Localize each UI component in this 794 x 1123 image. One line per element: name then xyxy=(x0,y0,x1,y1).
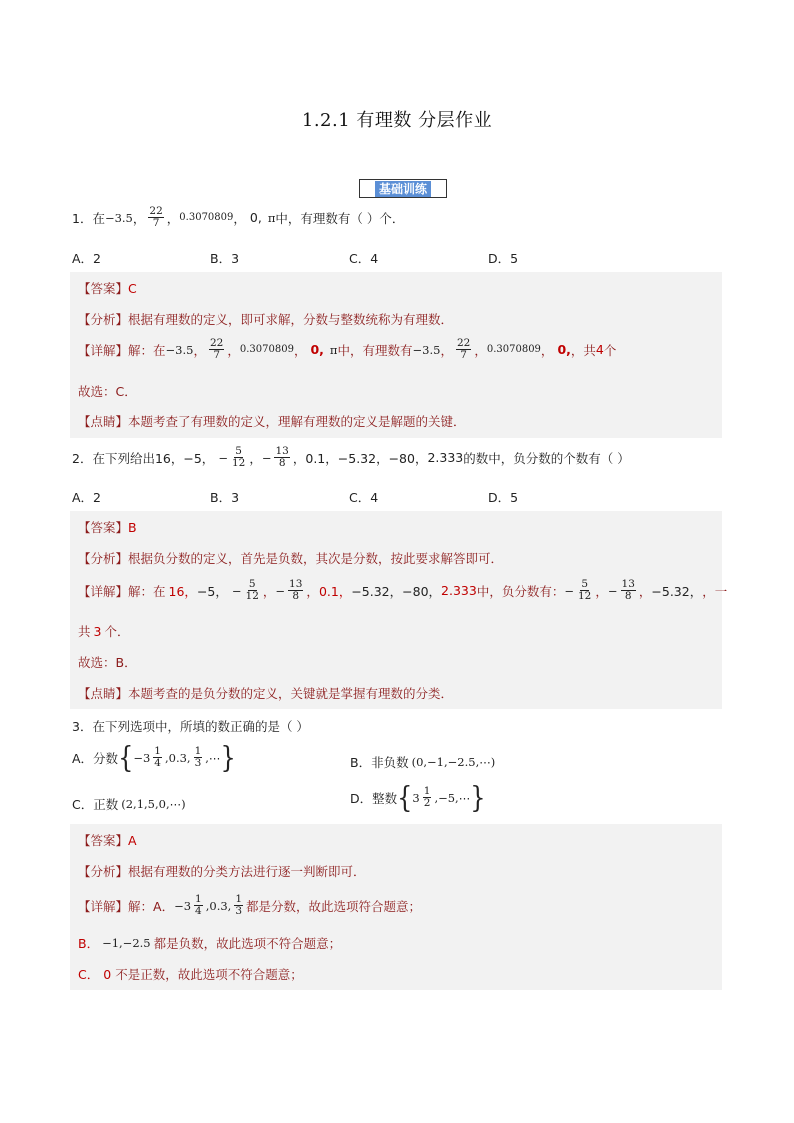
q3-detail-line-b xyxy=(78,934,341,952)
fraction-denominator: 8 xyxy=(624,590,632,602)
q2-answer-line xyxy=(78,518,137,536)
q3-option-b xyxy=(350,753,495,771)
fraction-denominator: 12 xyxy=(577,590,592,602)
q2-detail-text: 个． xyxy=(104,624,130,639)
q2-detail-fraction xyxy=(621,579,636,602)
fraction-numerator: 5 xyxy=(235,445,242,457)
q3-line-b-text: 都是负数，故此选项不符合题意； xyxy=(153,936,342,951)
q2-detail-text: 解：在 xyxy=(128,583,166,599)
fraction-denominator: 8 xyxy=(292,590,300,602)
q1-comment: 本题考查了有理数的定义，理解有理数的定义是解题的关键． xyxy=(128,414,466,429)
detail-label: 【详解】 xyxy=(78,583,129,599)
q3-line-b-values: −1,−2.5 xyxy=(102,936,151,950)
q2-solution-block xyxy=(70,511,728,709)
q1-detail-line: 【详解】 解：在 −3.5 ， $\frac{22}{7}$ ， 0.3070809 ， 0, π 中，有理数有 −3.5 ， $\frac{22}{7}$ ， 0.3070809 ， 0, ，共 4 个 xyxy=(78,337,617,361)
q1-detail-fraction xyxy=(209,338,224,361)
q1-option-b: B．3 xyxy=(210,251,240,266)
page-title: 1.2.1 有理数 分层作业 xyxy=(301,110,493,131)
fraction-numerator: 13 xyxy=(275,445,289,457)
q1-detail-value: π xyxy=(329,342,338,357)
q3-detail-text: 都是分数，故此选项符合题意； xyxy=(246,898,422,914)
q1-detail-value: 0, xyxy=(310,342,324,357)
q3-line-c-value: 0 xyxy=(103,966,112,982)
q1-analysis: 根据有理数的定义，即可求解，分数与整数统称为有理数． xyxy=(128,312,454,327)
q3-option-b-label: B．非负数 xyxy=(350,755,409,770)
q1-comment-line xyxy=(78,412,466,430)
q2-detail-value: −80， xyxy=(402,583,442,599)
answer-label: 【答案】 xyxy=(78,833,129,848)
fraction-numerator: 13 xyxy=(289,578,303,590)
q1-value: −3.5 xyxy=(104,210,133,225)
q2-value: −5.32， xyxy=(337,450,389,466)
answer-label: 【答案】 xyxy=(78,520,129,535)
q1-fraction-denominator: 7 xyxy=(152,217,160,229)
q2-fraction xyxy=(231,446,246,469)
comment-label: 【点睛】 xyxy=(78,686,129,701)
section-label: 基础训练 xyxy=(375,181,431,197)
q3-option-a-label: A．分数 xyxy=(72,750,119,766)
q3-analysis: 根据有理数的分类方法进行逐一判断即可． xyxy=(128,864,366,879)
q1-choose: 故选：C． xyxy=(78,384,137,399)
q2-detail-fraction xyxy=(288,579,303,602)
analysis-label: 【分析】 xyxy=(78,551,129,566)
q2-choose-line xyxy=(78,653,137,671)
q1-solution-block xyxy=(70,272,722,438)
q1-detail-text: 个 xyxy=(603,342,617,358)
fraction-numerator: 13 xyxy=(621,578,635,590)
q3-option-a-fraction: $\frac{1}{4}$ xyxy=(154,745,161,769)
q2-stem-suffix: 的数中，负分数的个数有（ ） xyxy=(463,450,630,466)
q2-detail-value: −5.32， xyxy=(651,583,703,599)
q2-choose: 故选：B． xyxy=(78,655,137,670)
fraction-numerator: 22 xyxy=(209,337,224,349)
analysis-label: 【分析】 xyxy=(78,312,129,327)
q1-stem-suffix: 中，有理数有（ ）个． xyxy=(275,210,405,226)
q2-detail-fraction xyxy=(577,579,592,602)
q1-value: 0.3070809 xyxy=(179,212,234,223)
q2-answer: B xyxy=(128,519,137,535)
q1-detail-text: 解：在 xyxy=(128,342,166,358)
q1-answer: C xyxy=(128,280,137,296)
q2-detail-value: 16， xyxy=(168,583,197,599)
q1-detail-text: 中，有理数有 xyxy=(337,342,413,358)
q1-detail-value: 0.3070809 xyxy=(486,344,541,355)
detail-label: 【详解】 xyxy=(78,898,129,914)
fraction-denominator: 12 xyxy=(245,590,259,602)
answer-label: 【答案】 xyxy=(78,281,129,296)
q2-comment-line xyxy=(78,684,453,702)
q3-line-c-text: 不是正数，故此选项不符合题意； xyxy=(115,967,303,982)
q2-detail-text: 共 xyxy=(78,624,91,639)
q2-detail-line-2 xyxy=(78,622,129,640)
q3-option-a: A．分数 { −3 $\frac{1}{4}$ , 0.3, $\frac{1}{3}$ ,⋯ } xyxy=(72,740,236,775)
question-2-stem: 2．在下列给出 16， −5， − $\frac{5}{12}$ ， − $\frac{13}{8}$ ， 0.1， −5.32， −80， 2.333 的数中，负分数的个数有（ ） xyxy=(72,445,630,469)
q1-detail-value: 0, xyxy=(557,342,571,357)
fraction-denominator: 7 xyxy=(460,349,467,361)
q1-stem-prefix: 1．在 xyxy=(72,210,105,226)
q3-option-c-set: (2,1,5,0,⋯) xyxy=(121,797,186,811)
q3-option-c-label: C．正数 xyxy=(72,797,119,812)
q2-detail-count: 3 xyxy=(93,623,102,639)
q2-detail-value: 2.333 xyxy=(441,583,477,598)
q3-line-c-label: C． xyxy=(78,967,100,982)
q1-detail-value: −3.5 xyxy=(412,342,441,357)
q2-detail-value: 0.1， xyxy=(318,583,352,599)
q2-stem-prefix: 2．在下列给出 xyxy=(72,450,155,466)
q3-answer: A xyxy=(128,832,137,848)
question-1-stem: 1．在 −3.5 ， $\frac{22}{7}$ ， 0.3070809 ， 0, π 中，有理数有（ ）个． xyxy=(72,205,405,229)
q1-choose-line xyxy=(78,382,137,400)
fraction-denominator: 8 xyxy=(278,457,286,469)
q2-value: 16， xyxy=(154,450,184,466)
question-1-options xyxy=(72,249,722,267)
q1-detail-value: −3.5 xyxy=(165,342,194,357)
fraction-denominator: 12 xyxy=(231,457,246,469)
q3-detail-line-c xyxy=(78,965,303,983)
q2-detail-line: 【详解】 解：在 16， −5， − $\frac{5}{12}$ ， − $\frac{13}{8}$ ， 0.1， −5.32， −80， 2.333 中，负分数有： − $\frac{5}{12}$ ， − $\frac{13}{8}$ ， −5.32， ，一 xyxy=(78,578,728,602)
q2-option-d: D．5 xyxy=(488,490,519,505)
question-2-options xyxy=(72,488,722,506)
q1-analysis-line xyxy=(78,310,453,328)
q1-detail-text: ，共 xyxy=(570,342,596,358)
q2-detail-text: 中，负分数有： xyxy=(476,583,565,599)
q2-option-b: B．3 xyxy=(210,490,240,505)
q3-option-d-label: D．整数 xyxy=(350,790,398,806)
comment-label: 【点睛】 xyxy=(78,414,129,429)
question-3-stem: 3．在下列选项中，所填的数正确的是（ ） xyxy=(72,719,309,734)
q2-value: −80， xyxy=(388,450,428,466)
q2-detail-fraction xyxy=(245,579,260,602)
fraction-numerator: 5 xyxy=(581,578,589,590)
q1-value: π xyxy=(267,210,276,225)
q3-option-d-set: ,−5,⋯ xyxy=(434,790,471,805)
q3-analysis-line xyxy=(78,862,366,880)
fraction-numerator: 5 xyxy=(248,578,256,590)
q1-value: 0, xyxy=(249,210,262,225)
q3-option-a-fraction: $\frac{1}{3}$ xyxy=(194,745,202,769)
q3-option-a-set: 0.3, xyxy=(168,750,191,765)
fraction-denominator: 7 xyxy=(213,349,221,361)
q2-value: −5， xyxy=(183,450,215,466)
analysis-label: 【分析】 xyxy=(78,864,129,879)
q3-option-c xyxy=(72,795,186,813)
q3-detail-text: 解：A． xyxy=(128,898,175,914)
q2-value: 2.333 xyxy=(427,450,464,465)
q3-option-d: D．整数 { 3 $\frac{1}{2}$ ,−5,⋯ } xyxy=(350,780,486,815)
q3-option-d-fraction: $\frac{1}{2}$ xyxy=(423,785,431,809)
detail-label: 【详解】 xyxy=(78,342,129,358)
section-header xyxy=(359,179,447,198)
q1-detail-count: 4 xyxy=(595,342,604,357)
q2-option-c: C．4 xyxy=(349,490,379,505)
q3-solution-block xyxy=(70,824,722,990)
fraction-numerator: 22 xyxy=(456,337,471,349)
q2-analysis-line xyxy=(78,549,503,567)
q1-option-d: D．5 xyxy=(488,251,519,266)
q3-answer-line xyxy=(78,831,137,849)
q2-detail-value: −5， xyxy=(196,583,228,599)
q3-option-b-set: (0,−1,−2.5,⋯) xyxy=(411,755,496,769)
q2-analysis: 根据负分数的定义，首先是负数，其次是分数，按此要求解答即可． xyxy=(128,551,504,566)
q1-answer-line xyxy=(78,279,137,297)
q2-option-a: A．2 xyxy=(72,490,102,505)
q2-value: 0.1， xyxy=(305,450,338,466)
q1-fraction xyxy=(148,206,163,229)
q1-detail-fraction xyxy=(456,338,471,361)
q2-fraction xyxy=(274,446,289,469)
q3-line-b-label: B． xyxy=(78,936,100,951)
q1-option-c: C．4 xyxy=(349,251,379,266)
q1-fraction-numerator: 22 xyxy=(149,205,163,217)
q1-detail-value: 0.3070809 xyxy=(239,344,294,355)
q1-option-a: A．2 xyxy=(72,251,102,266)
q2-comment: 本题考查的是负分数的定义，关键就是掌握有理数的分类． xyxy=(128,686,454,701)
q3-detail-line: 【详解】 解：A． −3 $\frac{1}{4}$ ,0.3, $\frac{1}{3}$ 都是分数，故此选项符合题意； xyxy=(78,893,422,917)
q2-detail-value: −5.32， xyxy=(351,583,403,599)
q2-detail-text: ，一 xyxy=(702,583,728,599)
